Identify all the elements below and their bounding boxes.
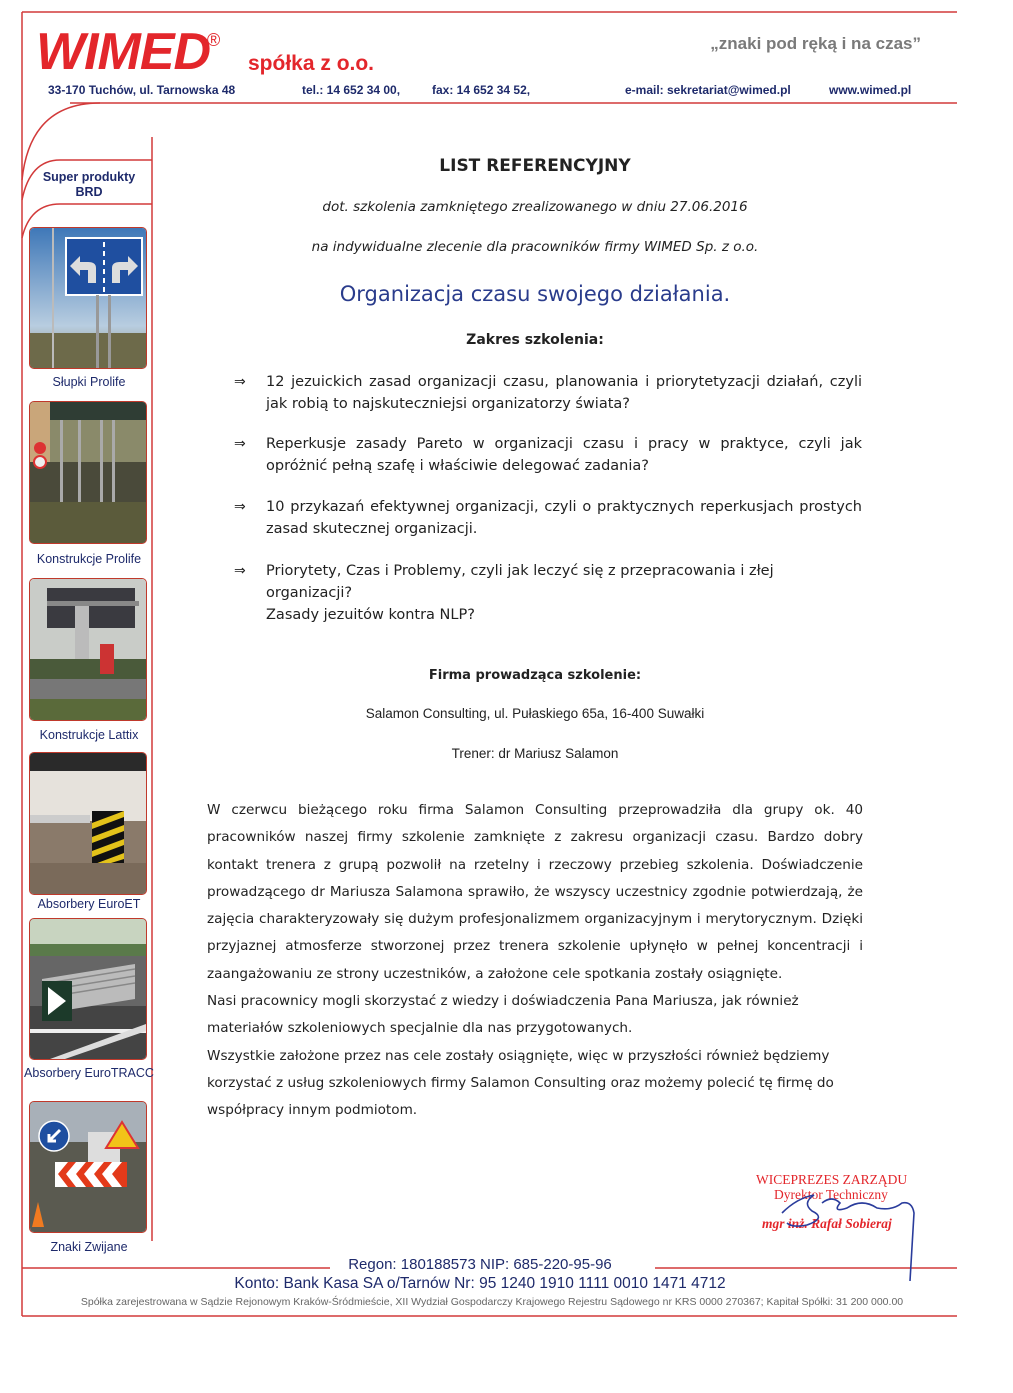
scope-item-extra: Zasady jezuitów kontra NLP? — [266, 607, 475, 623]
court-registration: Spółka zarejestrowana w Sądzie Rejonowym Kraków-Śródmieście, XII Wydział Gospodarczy Krajowego Rejestru Sądowego nr KRS 0000 270367; Kapitał Spółki: 31 200 000.00 — [80, 1296, 904, 1308]
scope-heading: Zakres szkolenia: — [466, 332, 604, 348]
company-slogan: „znaki pod ręką i na czas” — [710, 34, 921, 53]
crash-absorber-image — [29, 752, 147, 895]
arrow-right-icon: ⇒ — [234, 499, 246, 515]
company-fax: fax: 14 652 34 52, — [432, 83, 531, 97]
scope-item: ⇒ 10 przykazań efektywnej organizacji, czyli o praktycznych reperkusjach prostych zasad skutecznej organizacji. — [234, 496, 862, 540]
product-label: Konstrukcje Lattix — [39, 728, 139, 742]
registered-mark: ® — [207, 30, 221, 50]
scope-item: ⇒ Reperkusje zasady Pareto w organizacji czasu i pracy w praktyce, czyli jak opróżnić pełną szafę i właściwie delegować zadania? — [234, 433, 862, 477]
reference-body — [207, 797, 863, 1125]
sidebar-title: Super produkty BRD — [42, 170, 136, 199]
paragraph: Nasi pracownicy mogli skorzystać z wiedzy i doświadczenia Pana Mariusza, jak również materiałów szkoleniowych specjalnie dla nas przygotowanych. — [207, 993, 799, 1037]
bank-account: Konto: Bank Kasa SA o/Tarnów Nr: 95 1240 1910 1111 0010 1471 4712 — [234, 1275, 726, 1292]
lattice-gantry-image — [29, 578, 147, 721]
company-phone: tel.: 14 652 34 00, — [302, 83, 401, 97]
client-line: na indywidualne zlecenie dla pracowników firmy WIMED Sp. z o.o. — [311, 239, 759, 255]
product-label: Znaki Zwijane — [50, 1240, 128, 1254]
arrow-right-icon: ⇒ — [234, 436, 246, 452]
company-logo: WIMED — [36, 23, 211, 81]
company-address: 33-170 Tuchów, ul. Tarnowska 48 — [48, 83, 236, 97]
product-label: Absorbery EuroET — [37, 897, 141, 911]
provider-heading: Firma prowadząca szkolenie: — [428, 668, 642, 683]
product-label: Konstrukcje Prolife — [36, 552, 142, 566]
product-label: Słupki Prolife — [52, 375, 126, 389]
stamp-name: mgr inż. Rafał Sobieraj — [762, 1216, 892, 1231]
scope-item: ⇒ Priorytety, Czas i Problemy, czyli jak leczyć się z przepracowania i złej organizacji? Zasady jezuitów kontra NLP? — [234, 560, 862, 626]
company-website[interactable]: www.wimed.pl — [829, 83, 912, 97]
roll-up-sign-image — [29, 1101, 147, 1233]
product-label: Absorbery EuroTRACC — [24, 1066, 154, 1080]
stamp-role: Dyrektor Techniczny — [774, 1187, 888, 1202]
handwritten-signature — [752, 1173, 932, 1283]
arrow-right-icon: ⇒ — [234, 563, 246, 579]
crash-cushion-image — [29, 918, 147, 1060]
provider-address: Salamon Consulting, ul. Pułaskiego 65a, 16-400 Suwałki — [365, 706, 705, 721]
arrow-right-icon: ⇒ — [234, 374, 246, 390]
company-email[interactable]: e-mail: sekretariat@wimed.pl — [625, 83, 791, 97]
registry-ids: Regon: 180188573 NIP: 685-220-95-96 — [348, 1256, 612, 1273]
company-form: spółka z o.o. — [248, 52, 375, 75]
sign-structure-image — [29, 401, 147, 544]
document-title: LIST REFERENCYJNY — [439, 156, 631, 176]
paragraph: W czerwcu bieżącego roku firma Salamon Consulting przeprowadziła dla grupy ok. 40 pracowników naszej firmy szkolenie zamknięte z zakresu organizacji czasu. Bardzo dobry kontakt trenera z grupą pozwolił na rzetelny i rzeczowy przebieg szkolenia. Doświadczenie prowadzącego dr Mariusza Salamona sprawiło, że wszyscy uczestnicy zgodnie potwierdzają, że zajęcia charakteryzowały się dużym profesjonalizmem organizacyjnym i merytorycznym. Dzięki przyjaznej atmosferze stworzonej przez trenera szkolenie upłynęło w pełnej koncentracji i zaangażowaniu ze strony uczestników, a założone cele spotkania zostały osiągnięte. — [207, 802, 863, 982]
course-title: Organizacja czasu swojego działania. — [339, 282, 731, 306]
direction-sign-image — [29, 227, 147, 369]
training-date-line: dot. szkolenia zamkniętego zrealizowanego w dniu 27.06.2016 — [322, 199, 748, 215]
scope-item: ⇒ 12 jezuickich zasad organizacji czasu, planowania i priorytetyzacji działań, czyli jak robią to najskuteczniejsi organizatorzy świata? — [234, 371, 862, 415]
trainer-name: Trener: dr Mariusz Salamon — [451, 746, 619, 761]
stamp-position: WICEPREZES ZARZĄDU — [756, 1172, 908, 1187]
paragraph: Wszystkie założone przez nas cele zostały osiągnięte, więc w przyszłości również będziemy korzystać z usług szkoleniowych firmy Salamon Consulting oraz możemy polecić tę firmę do współpracy innym podmiotom. — [207, 1047, 834, 1119]
